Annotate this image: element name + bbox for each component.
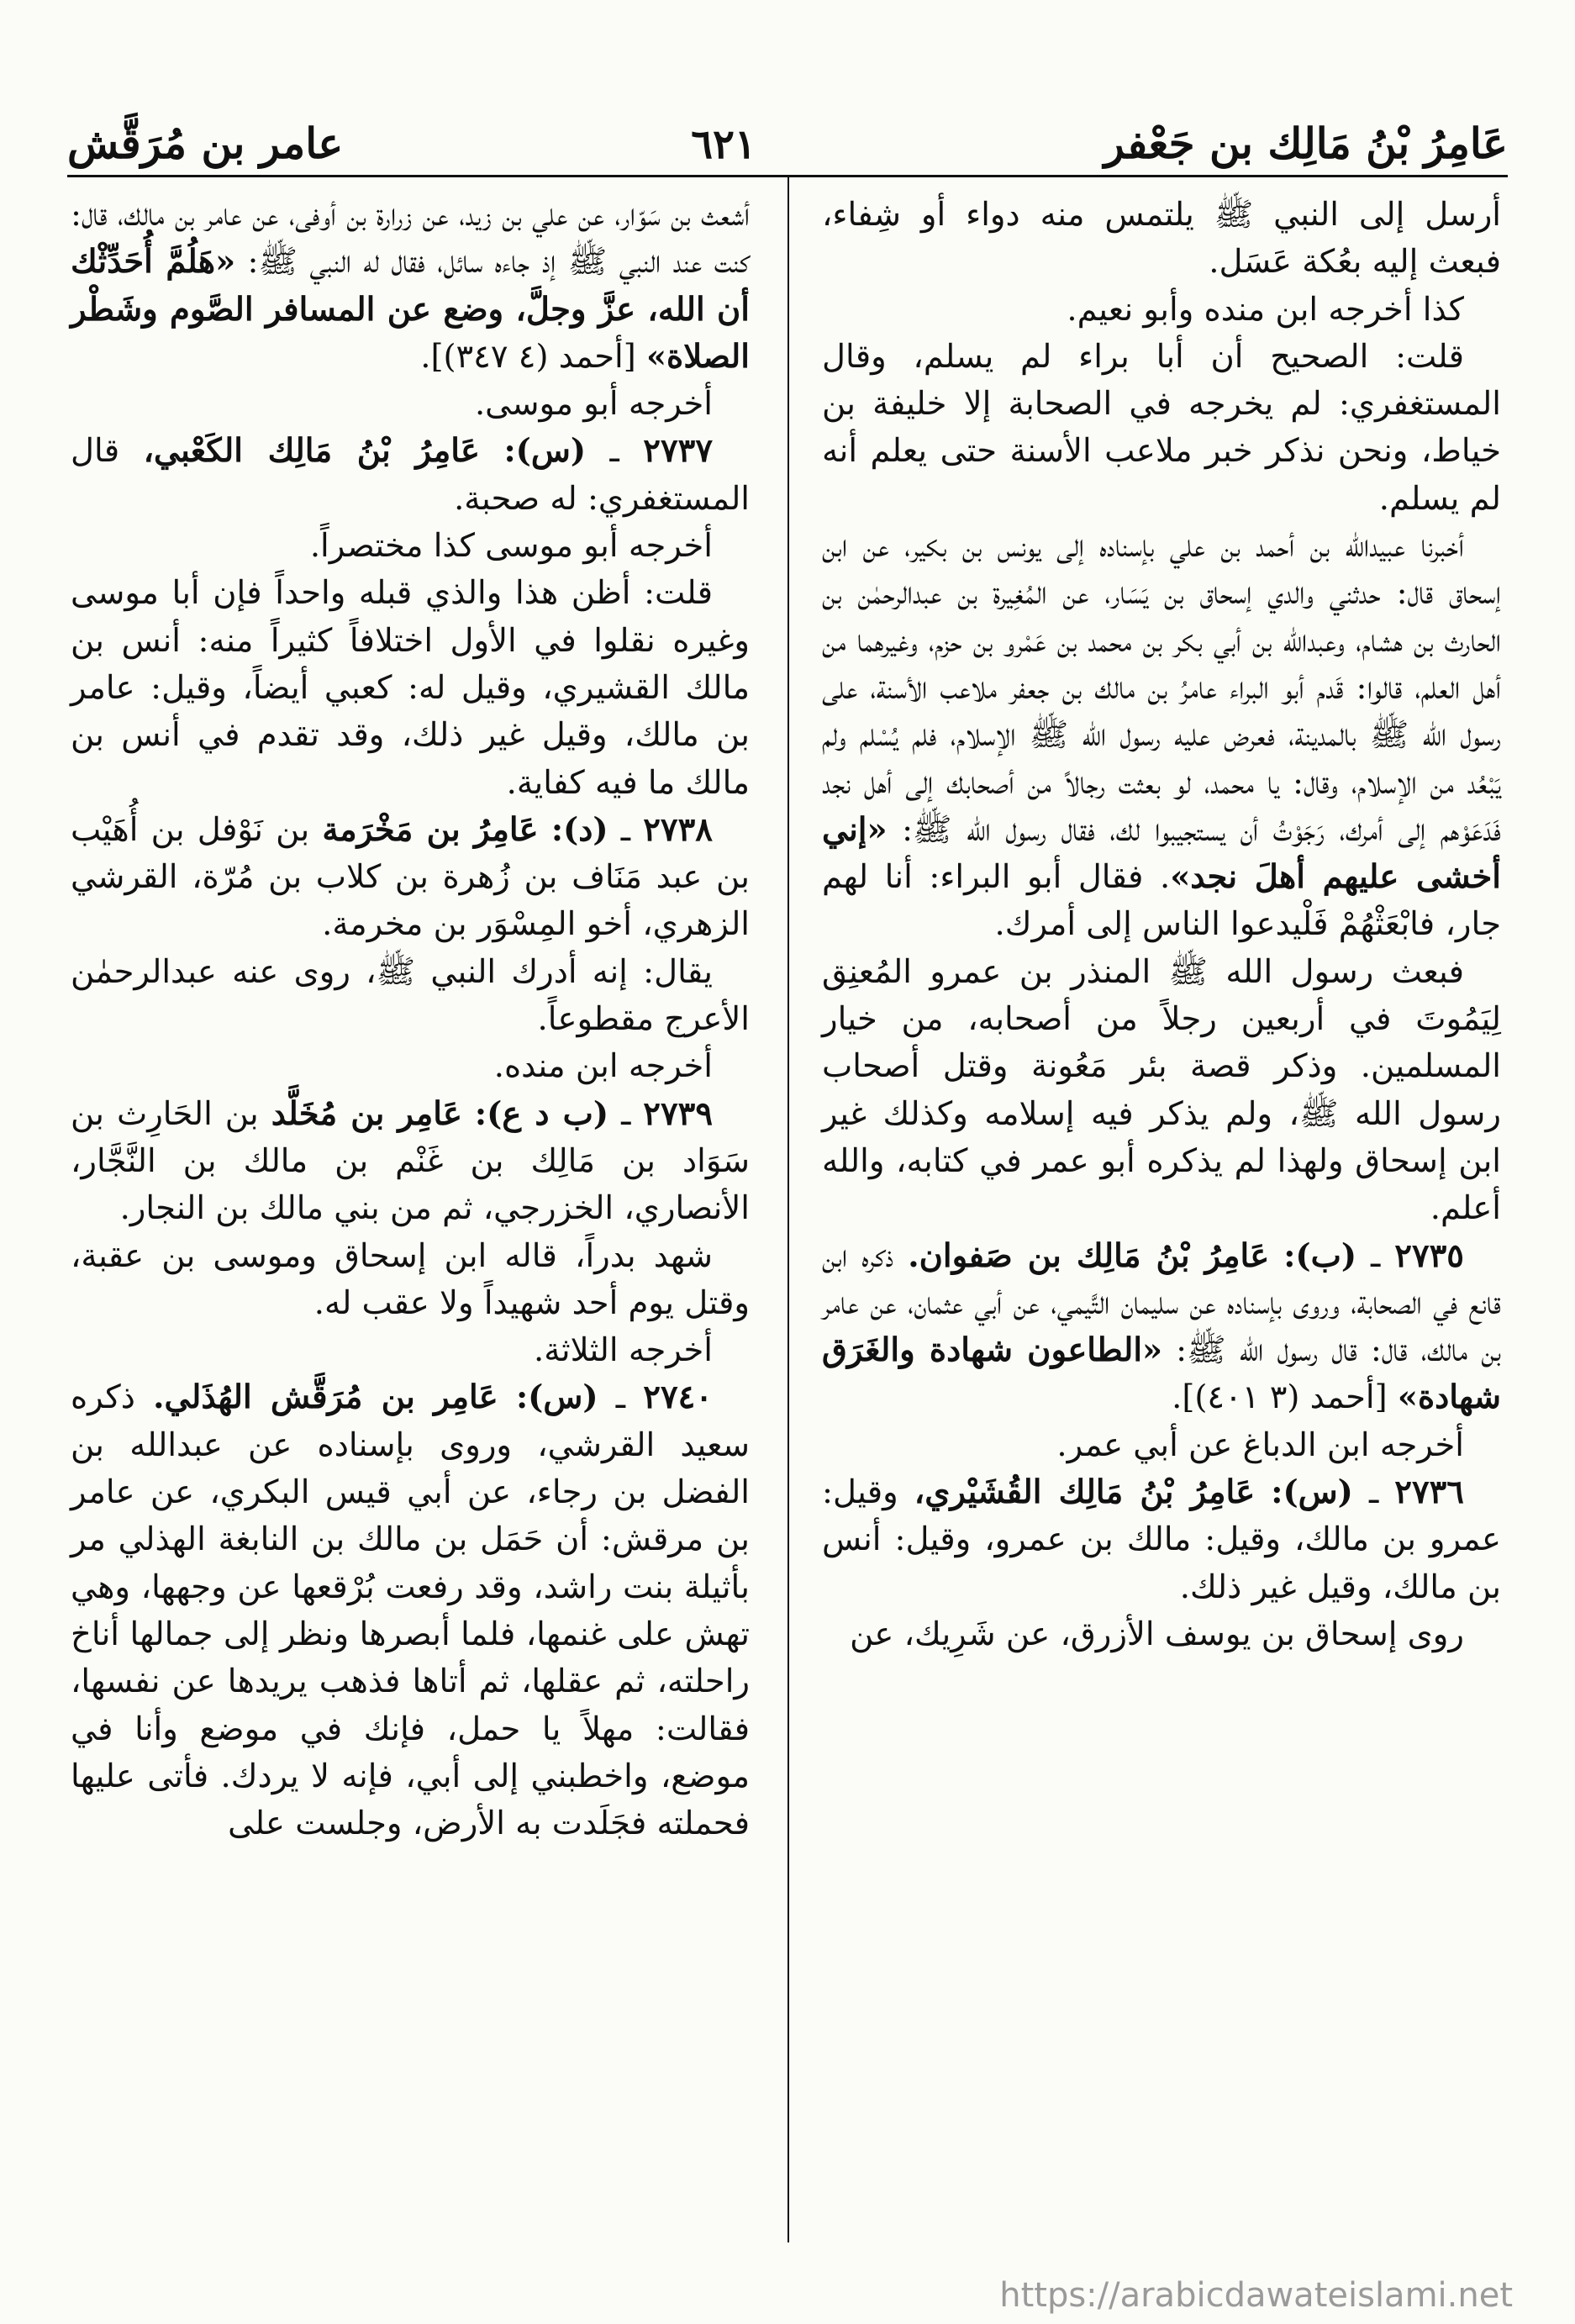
hadith-quote: «الطاعون شهادة والغَرَق شهادة» <box>822 1331 1501 1417</box>
citation: [أحمد (٣ ٤٠١)]. <box>1172 1378 1398 1417</box>
paragraph <box>822 287 1501 334</box>
source-code: (د): <box>550 810 608 849</box>
entry-number: ٢٧٣٨ <box>643 810 713 849</box>
header-left-title: عامر بن مُرَقَّش <box>67 119 344 168</box>
paragraph <box>71 192 750 381</box>
paragraph-text: يقال: إنه أدرك النبي ﷺ، روى عنه عبدالرحمٰن الأعرج مقطوعاً. <box>71 952 750 1039</box>
paragraph <box>822 949 1501 1233</box>
biography-entry: ٢٧٣٩ ـ (ب د ع): عَامِر بن مُخَلَّد بن الحَارِث بن سَوَاد بن مَالِك بن غَنْم بن مالك بن النَّجَّار، الأنصاري، الخزرجي، ثم من بني مالك بن النجار. <box>71 1094 750 1228</box>
entry-number: ٢٧٣٥ <box>1394 1236 1464 1275</box>
source-code: (س): <box>515 1378 598 1417</box>
entry-name: عَامِر بن مُخَلَّد <box>271 1094 462 1133</box>
left-column <box>71 192 750 1847</box>
paragraph <box>822 1422 1501 1469</box>
paragraph-text: أشعث بن سَوّار، عن علي بن زيد، عن زرارة بن أوفى، عن عامر بن مالك، قال: كنت عند النبي ﷺ إذ جاءه سائل، فقال له النبي ﷺ: <box>71 196 750 282</box>
hadith-quote: «إني أخشى عليهم أهلَ نجد» <box>822 810 1501 897</box>
header-right-title: عَامِرُ بْنُ مَالِك بن جَعْفر <box>1104 119 1508 168</box>
paragraph-text: أخرجه ابن الدباغ عن أبي عمر. <box>1056 1425 1464 1464</box>
paragraph-text: قلت: أظن هذا والذي قبله واحداً فإن أبا موسى وغيره نقلوا في الأول اختلافاً كثيراً منه: أنس بن مالك القشيري، وقيل له: كعبي أيضاً، وقيل: عامر بن مالك، وقيل غير ذلك، وقد تقدم في أنس بن مالك ما فيه كفاية. <box>71 574 750 802</box>
paragraph-text: وقيل: عمرو بن مالك، وقيل: مالك بن عمرو، وقيل: أنس بن مالك، وقيل غير ذلك. <box>822 1473 1501 1606</box>
paragraph-text: أخرجه ابن منده. <box>493 1047 713 1086</box>
biography-entry: ٢٧٣٨ ـ (د): عَامِرُ بن مَخْرَمة بن نَوْفل بن أُهَيْب بن عبد مَنَاف بن زُهرة بن كلاب بن مُرّة، القرشي الزهري، أخو المِسْوَر بن مخرمة. <box>71 810 750 944</box>
paragraph-text: قال المستغفري: له صحبة. <box>71 432 750 518</box>
paragraph-text: أخبرنا عبيدالله بن أحمد بن علي بإسناده إلى يونس بن بكير، عن ابن إسحاق قال: حدثني والدي إسحاق بن يَسَار، عن المُغِيرة بن عبدالرحمٰن بن الحارث بن هشام، وعبدالله بن أبي بكر بن محمد بن عَمْرو بن حزم، وغيرهما من أهل العلم، قالوا: قَدم أبو البراء عامرُ بن مالك بن جعفر ملاعب الأسنة، على رسول الله ﷺ بالمدينة، فعرض عليه رسول الله ﷺ الإسلام، فلم يُسْلم ولم يَبْعُد من الإسلام، وقال: يا محمد، لو بعثت رجالاً من أصحابك إلى أهل نجد فَدَعَوْهم إلى أمرك، رَجَوْتُ أن يستجيبوا لك، فقال رسول الله ﷺ: <box>822 527 1501 849</box>
paragraph <box>71 523 750 570</box>
entry-name: عَامِرُ بْنُ مَالِك بن صَفوان. <box>908 1236 1270 1275</box>
paragraph-text: ذكره ابن قانع في الصحابة، وروى بإسناده عن سليمان التَّيمي، عن أبي عثمان، عن عامر بن مالك، قال: قال رسول الله ﷺ: <box>822 1236 1501 1370</box>
biography-entry: ٢٧٣٧ ـ (س): عَامِرُ بْنُ مَالِك الكَعْبي، قال المستغفري: له صحبة. <box>71 432 750 518</box>
citation: . فقال أبو البراء: أنا لهم جار، فابْعَثْهُمْ فَلْيدعوا الناس إلى أمرك. <box>822 858 1501 944</box>
biography-entry: ٢٧٤٠ ـ (س): عَامِر بن مُرَقَّش الهُذَلي. ذكره سعيد القرشي، وروى بإسناده عن عبدالله بن الفضل بن رجاء، عن أبي قيس البكري، عن عامر بن مرقش: أن حَمَل بن مالك بن النابغة الهذلي مر بأثيلة بنت راشد، وقد رفعت بُرْقعها عن وجهها، وهي تهش على غنمها، فلما أبصرها ونظر إلى جمالها أناخ راحلته، ثم عقلها، ثم أتاها فذهب يريدها عن نفسها، فقالت: مهلاً يا حمل، فإنك في موضع وأنا في موضع، واخطبني إلى أبي، فإنه لا يردك. فأتى عليها فحملته فجَلَدت به الأرض، وجلست على <box>71 1378 750 1843</box>
paragraph-text: بن الحَارِث بن سَوَاد بن مَالِك بن غَنْم بن مالك بن النَّجَّار، الأنصاري، الخزرجي، ثم من بني مالك بن النجار. <box>71 1094 750 1228</box>
paragraph-text: أخرجه أبو موسى كذا مختصراً. <box>309 527 713 566</box>
paragraph-text: قلت: الصحيح أن أبا براء لم يسلم، وقال المستغفري: لم يخرجه في الصحابة إلا خليفة بن خياط، ونحن نذكر خبر ملاعب الأسنة حتى يعلم أنه لم يسلم. <box>822 337 1501 518</box>
page-number: ٦٢١ <box>691 121 756 168</box>
biography-entry: ٢٧٣٥ ـ (ب): عَامِرُ بْنُ مَالِك بن صَفوان. ذكره ابن قانع في الصحابة، وروى بإسناده عن سليمان التَّيمي، عن أبي عثمان، عن عامر بن مالك، قال: قال رسول الله ﷺ: «الطاعون شهادة والغَرَق شهادة» [أحمد (٣ ٤٠١)]. <box>822 1236 1501 1417</box>
paragraph-text: أخرجه الثلاثة. <box>533 1331 713 1370</box>
source-code: (ب): <box>1283 1236 1357 1275</box>
running-header <box>67 92 1508 168</box>
source-code: (س): <box>1271 1473 1353 1512</box>
paragraph-text: كذا أخرجه ابن منده وأبو نعيم. <box>1067 290 1464 329</box>
entry-name: عَامِرُ بْنُ مَالِك القُشَيْري، <box>914 1473 1256 1512</box>
entry-name: عَامِرُ بن مَخْرَمة <box>322 810 539 849</box>
paragraph-text: فبعث رسول الله ﷺ المنذر بن عمرو المُعنِق لِيَمُوتَ في أربعين رجلاً من أصحابه، من خيار المسلمين. وذكر قصة بئر مَعُونة وقتل أصحاب رسول الله ﷺ، ولم يذكر فيه إسلامه وكذلك غير ابن إسحاق ولهذا لم يذكره أبو عمر في كتابه، والله أعلم. <box>822 952 1501 1228</box>
paragraph <box>822 1611 1501 1658</box>
watermark-url: https://arabicdawateislami.net <box>999 2276 1513 2315</box>
paragraph <box>71 949 750 1044</box>
paragraph <box>822 192 1501 287</box>
paragraph <box>71 1233 750 1328</box>
entry-number: ٢٧٤٠ <box>643 1378 713 1417</box>
paragraph-text: أخرجه أبو موسى. <box>474 385 713 424</box>
biography-entry: ٢٧٣٦ ـ (س): عَامِرُ بْنُ مَالِك القُشَيْري، وقيل: عمرو بن مالك، وقيل: مالك بن عمرو، وقيل: أنس بن مالك، وقيل غير ذلك. <box>822 1473 1501 1606</box>
entry-name: عَامِرُ بْنُ مَالِك الكَعْبي، <box>143 432 480 471</box>
entry-number: ٢٧٣٩ <box>643 1094 714 1133</box>
paragraph <box>71 570 750 806</box>
paragraph <box>822 523 1501 949</box>
paragraph-text: ذكره سعيد القرشي، وروى بإسناده عن عبدالله بن الفضل بن رجاء، عن أبي قيس البكري، عن عامر بن مرقش: أن حَمَل بن مالك بن النابغة الهذلي مر بأثيلة بنت راشد، وقد رفعت بُرْقعها عن وجهها، وهي تهش على غنمها، فلما أبصرها ونظر إلى جمالها أناخ راحلته، ثم عقلها، ثم أتاها فذهب يريدها عن نفسها، فقالت: مهلاً يا حمل، فإنك في موضع وأنا في موضع، واخطبني إلى أبي، فإنه لا يردك. فأتى عليها فحملته فجَلَدت به الأرض، وجلست على <box>71 1378 750 1843</box>
source-code: (ب د ع): <box>474 1094 609 1133</box>
column-divider <box>788 175 789 2242</box>
entry-name: عَامِر بن مُرَقَّش الهُذَلي. <box>153 1378 498 1417</box>
paragraph-text: بن نَوْفل بن أُهَيْب بن عبد مَنَاف بن زُهرة بن كلاب بن مُرّة، القرشي الزهري، أخو المِسْوَر بن مخرمة. <box>71 810 750 944</box>
source-code: (س): <box>503 432 587 471</box>
paragraph <box>71 1043 750 1090</box>
citation: [أحمد (٤ ٣٤٧)]. <box>420 337 646 376</box>
paragraph <box>71 381 750 428</box>
entry-number: ٢٧٣٧ <box>643 432 714 471</box>
right-column <box>822 192 1501 1658</box>
paragraph-text: شهد بدراً، قاله ابن إسحاق وموسى بن عقبة، وقتل يوم أحد شهيداً ولا عقب له. <box>71 1236 750 1322</box>
hadith-quote: «هَلُمَّ أُحَدِّثْك أن الله، عزَّ وجلَّ، وضع عن المسافر الصَّوم وشَطْر الصلاة» <box>71 243 750 376</box>
paragraph <box>71 1327 750 1374</box>
paragraph <box>822 334 1501 523</box>
paragraph-text: روى إسحاق بن يوسف الأزرق، عن شَرِيك، عن <box>850 1615 1464 1653</box>
entry-number: ٢٧٣٦ <box>1394 1473 1464 1512</box>
paragraph-text: أرسل إلى النبي ﷺ يلتمس منه دواء أو شِفاء، فبعث إليه بعُكة عَسَل. <box>822 196 1501 282</box>
